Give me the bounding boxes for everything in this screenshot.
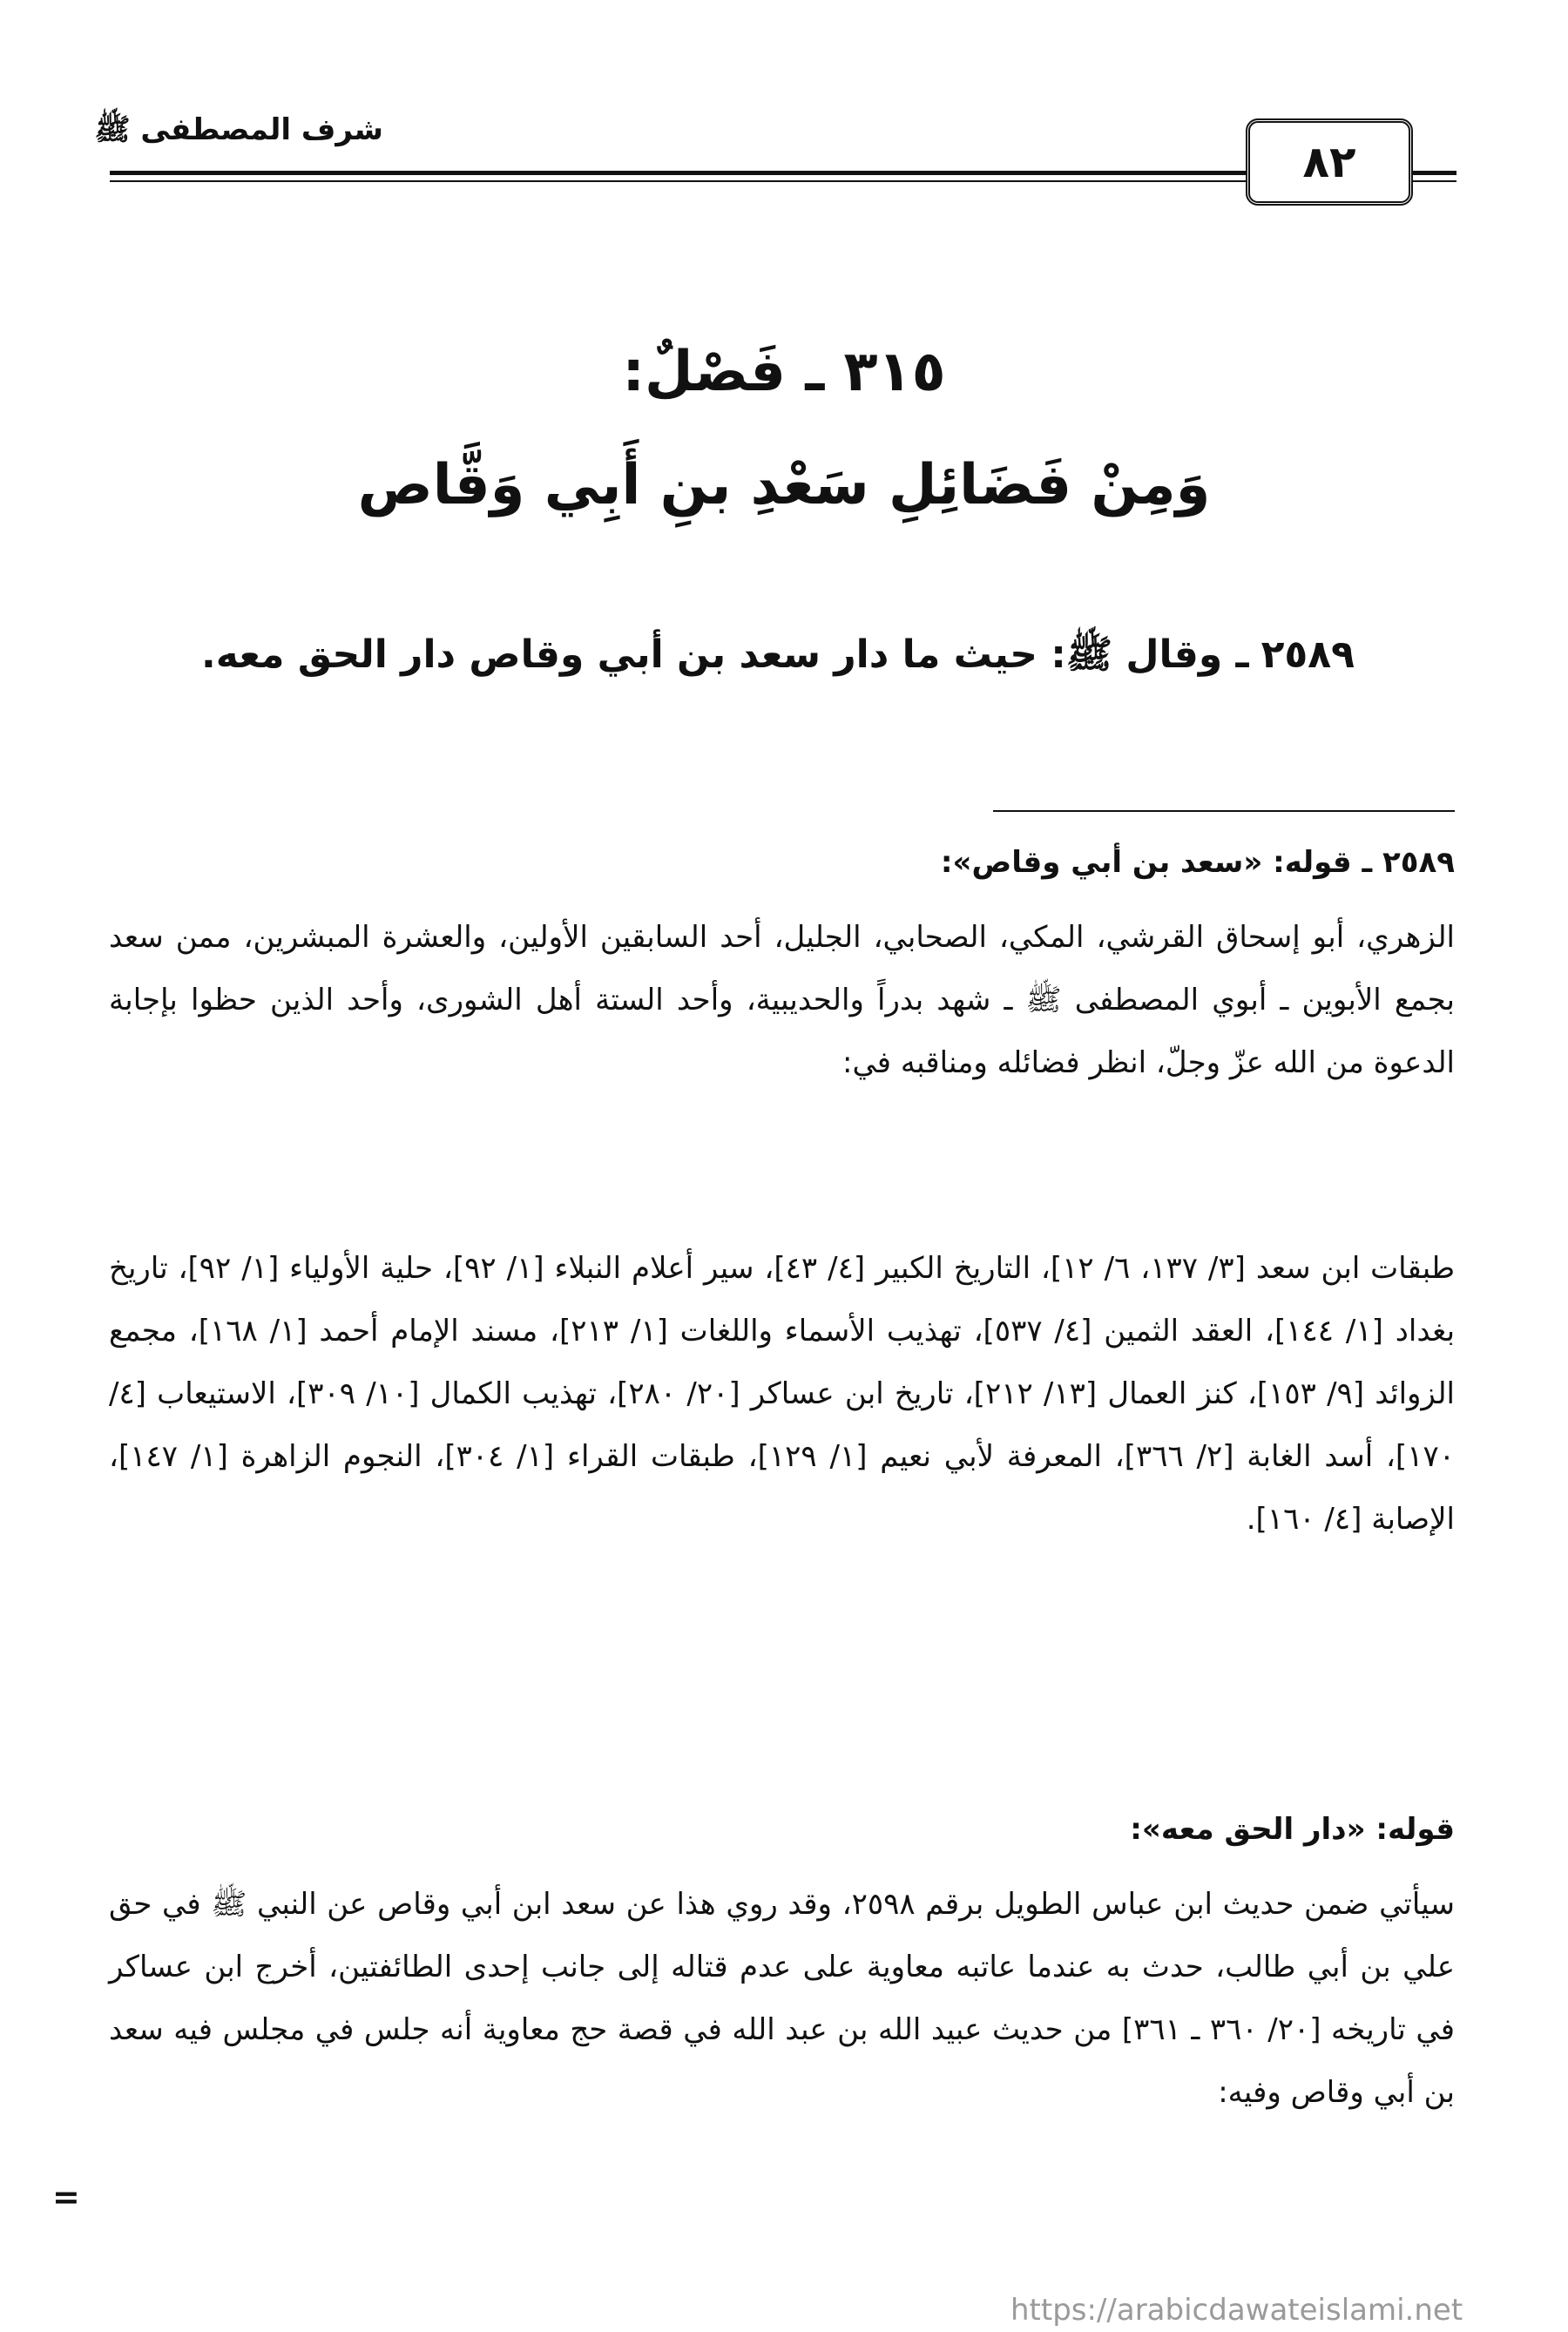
section-title: وَمِنْ فَضَائِلِ سَعْدِ بنِ أَبِي وَقَّاص (357, 453, 1211, 517)
running-header-book-title: شرف المصطفى ﷺ (94, 112, 383, 147)
note-heading: ٢٥٨٩ ـ قوله: «سعد بن أبي وقاص»: (940, 845, 1455, 880)
note-references: طبقات ابن سعد [٣/ ١٣٧، ٦/ ١٢]، التاريخ الكبير [٤/ ٤٣]، سير أعلام النبلاء [١/ ٩٢]، حلية الأولياء [١/ ٩٢]، تاريخ بغداد [١/ ١٤٤]، العقد الثمين [٤/ ٥٣٧]، تهذيب الأسماء واللغات [١/ ٢١٣]، مسند الإمام أحمد [١/ ١٦٨]، مجمع الزوائد [٩/ ١٥٣]، كنز العمال [١٣/ ٢١٢]، تاريخ ابن عساكر [٢٠/ ٢٨٠]، تهذيب الكمال [١٠/ ٣٠٩]، الاستيعاب [٤/ ١٧٠]، أسد الغابة [٢/ ٣٦٦]، المعرفة لأبي نعيم [١/ ١٢٩]، طبقات القراء [١/ ٣٠٤]، النجوم الزاهرة [١/ ١٤٧]، الإصابة [٤/ ١٦٠]. (109, 1251, 1456, 1537)
note-paragraph: الزهري، أبو إسحاق القرشي، المكي، الصحابي، الجليل، أحد السابقين الأولين، والعشرة المبشرين، ممن سعد بجمع الأبوين ـ أبوي المصطفى ﷺ ـ شهد بدراً والحديبية، وأحد الستة أهل الشورى، وأحد الذين حظوا بإجابة الدعوة من الله عزّ وجلّ، انظر فضائله ومناقبه في: (109, 920, 1455, 1080)
page-number: ٨٢ (1302, 137, 1356, 187)
continuation-mark: = (52, 2178, 80, 2216)
hadith-body: ـ وقال ﷺ: حيث ما دار سعد بن أبي وقاص دار الحق معه. (201, 632, 1249, 677)
hadith-text (109, 610, 1355, 700)
page-number-frame (1246, 118, 1413, 206)
note-heading: قوله: «دار الحق معه»: (1130, 1812, 1455, 1847)
note-paragraph: سيأتي ضمن حديث ابن عباس الطويل برقم ٢٥٩٨، وقد روي هذا عن سعد ابن أبي وقاص عن النبي ﷺ في حق علي بن أبي طالب، حدث به عندما عاتبه معاوية على عدم قتاله إلى جانب إحدى الطائفتين، أخرج ابن عساكر في تاريخه [٢٠/ ٣٦٠ ـ ٣٦١] من حديث عبيد الله بن عبد الله في قصة حج معاوية أنه جلس في مجلس فيه سعد بن أبي وقاص وفيه: (109, 1887, 1456, 2110)
watermark-url: https://arabicdawateislami.net (1010, 2293, 1463, 2328)
hadith-number: ٢٥٨٩ (1260, 632, 1355, 677)
footnote-separator (993, 810, 1455, 812)
section-number: ٣١٥ ـ فَصْلٌ: (622, 340, 946, 404)
